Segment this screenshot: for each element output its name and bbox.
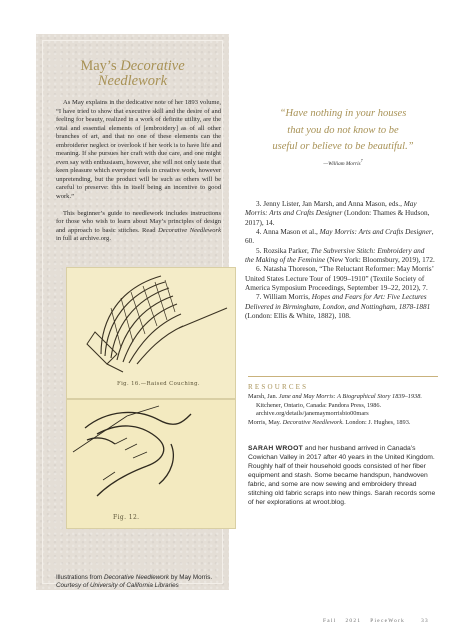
sidebar-title-italic-2: Needlework (97, 73, 168, 89)
author-name: SARAH WROOT (248, 445, 304, 452)
pull-quote-line-3: useful or believe to be beautiful.” (272, 141, 414, 152)
resource-1: Marsh, Jan. Jane and May Morris: A Biographical Story 1839–1938. Kitchener, Ontario, Canada: Pandora Press, 1986. archive.org/details/janemaymorrisbio00mars (248, 393, 422, 418)
endnote-7: 7. William Morris, Hopes and Fears for Art: Five Lectures Delivered in Birmingham, London, and Nottingham, 1878-1881 (London: Ellis & White, 1882), 108. (245, 293, 431, 321)
attribution-text: —William Morris (323, 160, 361, 167)
endnote-4: 4. Anna Mason et al., May Morris: Arts and Crafts Designer, 60. (245, 228, 434, 246)
sidebar-title (43, 59, 222, 89)
stitch-illustration (67, 400, 235, 510)
figure-raised-couching (66, 267, 236, 399)
resources-list (248, 393, 438, 427)
sidebar-paragraph-2-text-a: This beginner’s guide to needlework includes instructions for those who wish to learn about May’s principles of design and approach to basic stitches. Read (56, 209, 221, 234)
sidebar-paragraph-2-text-b: in full at archive.org. (56, 235, 111, 243)
sidebar-title-italic-1: Decorative (120, 58, 185, 74)
raised-couching-illustration (67, 268, 235, 378)
sidebar-frame (42, 40, 223, 589)
sidebar-paragraph-2-italic: Decorative Needlework (158, 226, 221, 234)
footer-page-number: 33 (421, 618, 429, 624)
illustration-credit (56, 574, 226, 590)
endnote-5: 5. Rozsika Parker, The Subversive Stitch: Embroidery and the Making of the Feminine (New York: Bloomsbury, 2019), 172. (245, 246, 435, 265)
figure-12 (66, 399, 236, 529)
resources-heading: RESOURCES (248, 376, 438, 391)
pull-quote-line-2: that you do not know to be (287, 124, 399, 136)
pull-quote-line-1: “Have nothing in your houses (279, 108, 407, 119)
attribution-superscript: 7 (360, 158, 363, 163)
credit-italic-2: Courtesy of University of California Libraries (56, 582, 179, 589)
footer-magazine: PieceWork (370, 618, 406, 624)
endnote-3: 3. Jenny Lister, Jan Marsh, and Anna Mason, eds., May Morris: Arts and Crafts Designer (London: Thames & Hudson, 2017), 14. (245, 200, 430, 227)
pull-quote (248, 106, 438, 156)
sidebar-paragraph-1: As May explains in the dedicative note of her 1893 volume, “I have tried to show that executive skill and the desire of and feeling for beauty, realized in a work of definite utility, are the vital and essential elements of [embroidery] as of all other branches of art, and that no one of these elements can the embroiderer neglect or overlook if her work is to have life and meaning. If she pursues her craft with due care, and one might even say with enthusiasm, however, she will not only taste that keen pleasure which everyone feels in creative work, however unpretending, but the product will be such as others will be careful to preserve: this in itself being an incentive to good work.” (56, 99, 221, 201)
sidebar-paragraph-2 (56, 210, 221, 244)
author-bio (248, 444, 438, 507)
pull-quote-attribution (248, 158, 438, 167)
endnotes (245, 200, 435, 321)
page-footer (314, 618, 429, 624)
footer-season: Fall (323, 618, 337, 624)
endnote-6: 6. Natasha Thoreson, “The Reluctant Reformer: May Morris’ United States Lecture Tour of 1909–1910” (Textile Society of America Symposium Proceedings, September 19–22, 2012), 7. (245, 265, 434, 293)
credit-text-a: Illustrations from (56, 574, 104, 581)
credit-text-b: by May Morris. (169, 574, 213, 581)
author-bio-text: and her husband arrived in Canada’s Cowichan Valley in 2017 after 40 years in the United Kingdom. Roughly half of their household goods consisted of her fiber equipment and stash. Some became handspun, handwoven fabric, and some are now sewing and embroidery thread stitching old fabric scraps into new things. Sarah records some of her explorations at wroot.blog. (248, 445, 436, 507)
credit-italic-1: Decorative Needlework (103, 574, 170, 581)
resource-2: Morris, May. Decorative Needlework. London: J. Hughes, 1893. (248, 418, 411, 426)
footer-year: 2021 (345, 618, 362, 624)
sidebar-body (56, 99, 221, 521)
sidebar-title-prefix: May’s (80, 58, 121, 74)
figure-1-caption: Fig. 16.—Raised Couching. (117, 381, 200, 387)
sidebar-panel (36, 34, 229, 590)
figure-2-caption: Fig. 12. (113, 514, 140, 521)
